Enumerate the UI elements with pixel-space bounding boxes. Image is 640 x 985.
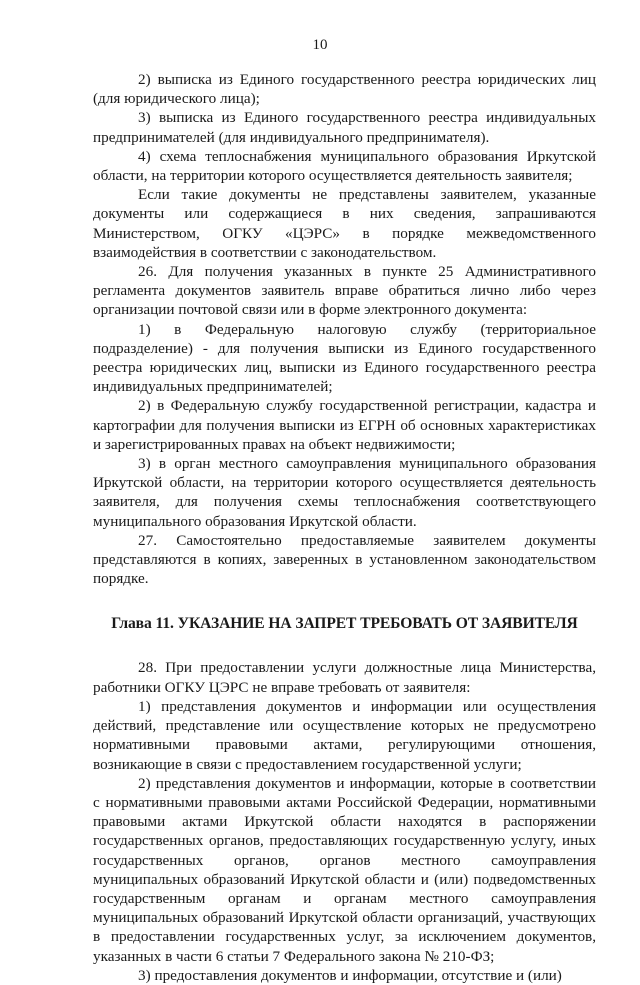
- paragraph-28-item-2: 2) представления документов и информации, которые в соответствии с нормативными правовыми актами Российской Федерации, нормативными правовыми актами Иркутской области находятся в распоряжении государственных органов, предоставляющих государственную услугу, иных государственных органов, органов местного самоуправления муниципальных образований Иркутской области и (или) подведомственных государственным органам и органам местного самоуправления муниципальных образований Иркутской области организаций, участвующих в предоставлении государственных услуг, за исключением документов, указанных в части 6 статьи 7 Федерального закона № 210-ФЗ;: [93, 774, 596, 965]
- paragraph-27: 27. Самостоятельно предоставляемые заявителем документы представляются в копиях, заверенных в установленном законодательством порядке.: [93, 531, 596, 588]
- paragraph-26-item-2: 2) в Федеральную службу государственной регистрации, кадастра и картографии для получения выписки из ЕГРН об основных характеристиках и зарегистрированных правах на объект недвижимости;: [93, 397, 596, 453]
- paragraph-interagency-request: Если такие документы не представлены заявителем, указанные документы или содержащиеся в них сведения, запрашиваются Министерством, ОГКУ «ЦЭРС» в порядке межведомственного взаимодействия в соответствии с законодательством.: [93, 186, 596, 261]
- paragraph-26-item-1: 1) в Федеральную налоговую службу (территориальное подразделение) - для получения выписки из Единого государственного реестра юридических лиц, выписки из Единого государственного реестра индивидуальных предпринимателей;: [93, 320, 596, 396]
- paragraph-28: 28. При предоставлении услуги должностные лица Министерства, работники ОГКУ ЦЭРС не вправе требовать от заявителя:: [93, 659, 596, 696]
- paragraph-26-item-3: 3) в орган местного самоуправления муниципального образования Иркутской области, на территории которого осуществляется деятельность заявителя, для получения схемы теплоснабжения соответствующего муниципального образования Иркутской области.: [93, 455, 596, 530]
- page-number: 10: [312, 37, 328, 53]
- paragraph-item-4: 4) схема теплоснабжения муниципального образования Иркутской области, на территории которого осуществляется деятельность заявителя;: [93, 147, 596, 185]
- paragraph-26: 26. Для получения указанных в пункте 25 Административного регламента документов заявитель вправе обратиться лично либо через организации почтовой связи или в форме электронного документа:: [93, 263, 596, 319]
- paragraph-28-item-1: 1) представления документов и информации или осуществления действий, представление или осуществление которых не предусмотрено нормативными правовыми актами, регулирующими отношения, возникающие в связи с предоставлением государственной услуги;: [93, 697, 596, 773]
- document-body: [93, 70, 596, 985]
- chapter-heading: Глава 11. УКАЗАНИЕ НА ЗАПРЕТ ТРЕБОВАТЬ ОТ ЗАЯВИТЕЛЯ: [111, 615, 578, 633]
- paragraph-28-item-3: 3) предоставления документов и информации, отсутствие и (или): [138, 966, 562, 984]
- paragraph-item-3: 3) выписка из Единого государственного реестра индивидуальных предпринимателей (для индивидуального предпринимателя).: [93, 109, 596, 146]
- paragraph-item-2: 2) выписка из Единого государственного реестра юридических лиц (для юридического лица);: [93, 71, 596, 108]
